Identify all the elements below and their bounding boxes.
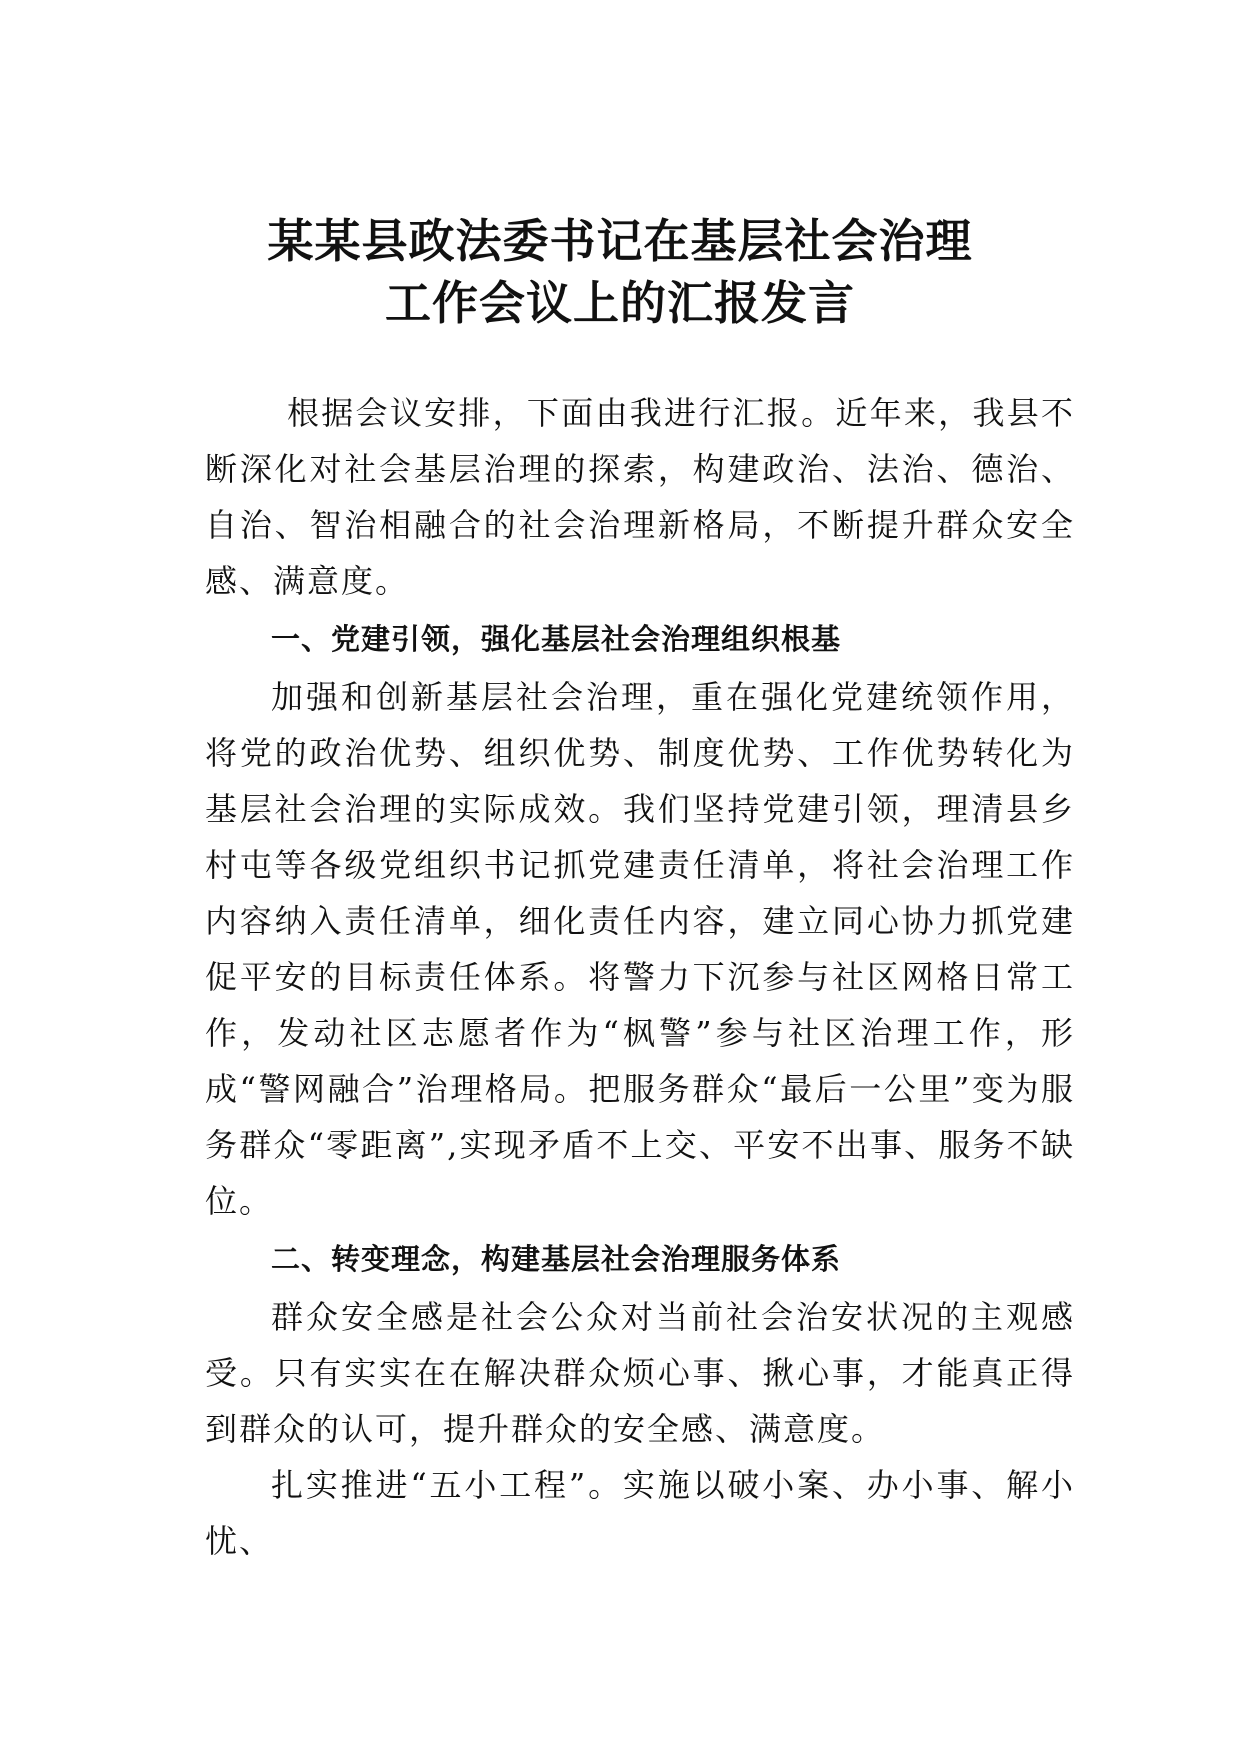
title-line-1: 某某县政法委书记在基层社会治理	[267, 214, 973, 268]
document-title	[120, 210, 1120, 334]
title-line-2: 工作会议上的汇报发言	[385, 276, 855, 330]
document-body	[205, 385, 1075, 1569]
section-1-paragraph: 加强和创新基层社会治理，重在强化党建统领作用，将党的政治优势、组织优势、制度优势、工作优势转化为基层社会治理的实际成效。我们坚持党建引领，理清县乡村屯等各级党组织书记抓党建责任清单，将社会治理工作内容纳入责任清单，细化责任内容，建立同心协力抓党建促平安的目标责任体系。将警力下沉参与社区网格日常工作，发动社区志愿者作为“枫警”参与社区治理工作，形成“警网融合”治理格局。把服务群众“最后一公里”变为服务群众“零距离”,实现矛盾不上交、平安不出事、服务不缺位。	[205, 678, 1075, 1220]
section-1-heading: 一、党建引领，强化基层社会治理组织根基	[271, 622, 842, 656]
section-2-paragraph-2: 扎实推进“五小工程”。实施以破小案、办小事、解小忧、	[205, 1466, 1075, 1560]
intro-paragraph: 根据会议安排，下面由我进行汇报。近年来，我县不断深化对社会基层治理的探索，构建政治、法治、德治、自治、智治相融合的社会治理新格局，不断提升群众安全感、满意度。	[205, 394, 1075, 600]
section-2-paragraph-1: 群众安全感是社会公众对当前社会治安状况的主观感受。只有实实在在解决群众烦心事、揪心事，才能真正得到群众的认可，提升群众的安全感、满意度。	[205, 1298, 1075, 1448]
section-2-heading: 二、转变理念，构建基层社会治理服务体系	[271, 1242, 842, 1276]
